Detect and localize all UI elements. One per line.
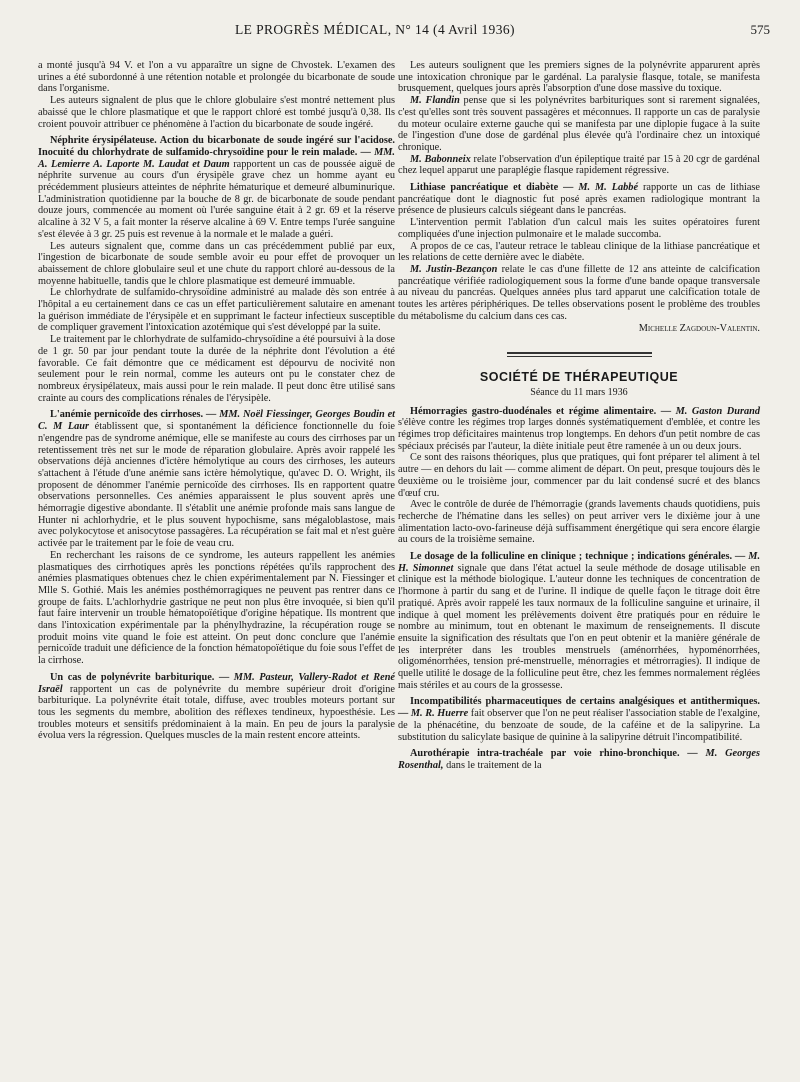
session-date: Séance du 11 mars 1936	[530, 386, 628, 398]
report-authors: — MM. Noël Fiessinger, Georges Boudin et C. M Laur	[38, 409, 396, 433]
report-authors: — MM. A. Lemierre A. Laporte M. Laudat et Daum	[38, 146, 395, 170]
section-divider	[507, 352, 652, 357]
text-paragraph: Les auteurs soulignent que les premiers signes de la polynévrite apparurent après une intoxication chronique par le gardénal. La paralysie flasque, totale, se manifesta brusquement, quelques jours après l'absorption d'une dose massive du toxique.	[398, 60, 760, 95]
report-authors: — M. M. Labbé	[563, 182, 639, 194]
page-header	[35, 20, 770, 42]
report-authors: — M. R. Huerre	[398, 708, 469, 720]
page-number: 575	[750, 22, 770, 37]
report-text: établissent que, si spontanément la déficience fonctionnelle du foie n'engendre pas de syndrome anémique, elle se manifeste au cours des cirrhoses par un retentissement très net sur le mode de réparation globulaire. Après avoir rappelé les observations déjà anciennes d'ictère hémolytique au cours des cirrhoses, les auteurs s'attachent à l'étude d'une anémie sans ictère hémolytique, qu'avec D. O. Wright, ils proposent de dénommer l'anémie pernicoïde des cirrhoses. Ils en rapportent quatre observations personnelles. Ces anémies apparaissent le plus souvent après une hémorragie digestive abondante. Il s'établit une anémie profonde mais sans langue de Hunter ni achlorhydrie, et le plus souvent hypochisme, sans mégaloblastose, mais avec polykocytose et anisocytose passagères. La récupération se fait mal et n'est guère activée par le traitement par le foie de veau cru.	[38, 421, 395, 550]
text-paragraph: Le traitement par le chlorhydrate de sulfamido-chrysoïdine a été poursuivi à la dose de 1 gr. 50 par jour pendant toute la durée de la néphrite dont l'évolution a été favorable. Ce fait démontre que ce médicament est dépourvu de nocivité non seulement pour le rein normal, comme les auteurs ont pu le constater chez de nombreux érysipélateux, mais aussi pour le rein malade. Il peut donc être utilisé sans crainte au cours des complications rénales de l'érysipèle.	[38, 334, 395, 404]
report-text: fait observer que l'on ne peut réaliser l'association stable de l'exalgine, de la phénacétine, du benzoate de soude, de la caféine et de la salipyrine. La substitution du salicylate basique de quinine à la salipyrine détruit l'incompatibilité.	[398, 708, 760, 743]
text-paragraph: A propos de ce cas, l'auteur retrace le tableau clinique de la lithiase pancréatique et les relations de cette dernière avec le diabète.	[398, 240, 760, 264]
report-paragraph	[398, 406, 760, 453]
discussant-name: M. Flandin	[410, 95, 460, 107]
discussion-text: relate l'observation d'un épileptique traité par 15 à 20 cgr de gardénal chez lequel apparut une paraplégie flasque rapidement régressive.	[398, 153, 760, 177]
discussant-name: M. Justin-Bezançon	[410, 263, 498, 275]
report-title: L'anémie pernicoïde des cirrhoses.	[50, 409, 204, 421]
report-paragraph	[398, 182, 760, 217]
right-column	[398, 60, 760, 772]
report-authors: — MM. Pasteur, Vallery-Radot et René Israël	[38, 671, 396, 695]
report-authors: — M. Georges Rosenthal,	[398, 748, 760, 771]
journal-title: LE PROGRÈS MÉDICAL, N° 14 (4 Avril 1936)	[235, 22, 515, 37]
text-paragraph: Ce sont des raisons théoriques, plus que pratiques, qui font préparer tel aliment à tel autre — en dehors du lait — comme aliment de départ. On peut, presque toujours dès le deuxième ou le troisième jour, commencer par du lait condensé sucré et des blancs d'œuf cru.	[398, 452, 761, 499]
text-paragraph: Les auteurs signalent que, comme dans un cas précédemment publié par eux, l'ingestion de bicarbonate de soude semble avoir eu pour effet de provoquer un abaissement de chlore globulaire seul et une chute du rapport chloré au-dessous de la moyenne habituelle, tandis que le chlore plasmatique est demeuré immuable.	[38, 240, 395, 287]
report-authors: — M. Gaston Durand	[660, 405, 760, 417]
report-text: s'élève contre les régimes trop larges donnés systématiquement d'emblée, et contre les régimes trop déficitaires maintenus trop longtemps. En dehors d'un petit nombre de cas spéciaux précisés par l'auteur, la diète initiale peut être ramenée à un ou deux jours.	[398, 417, 760, 452]
report-title: Néphrite érysipélateuse. Action du bicarbonate de soude ingéré sur l'acidose. Inocuité du chlorhydrate de sulfamido-chrysoïdine pour le rein malade.	[38, 135, 395, 158]
report-paragraph	[398, 551, 760, 691]
text-paragraph: Le chlorhydrate de sulfamido-chrysoïdine administré au malade dès son entrée à l'hôpital a eu certainement dans ce cas un effet particulièrement salutaire en amenant la guérison immédiate de l'érysipèle et en supprimant le facteur infectieux susceptible de compliquer gravement l'intoxication azotémique qui s'est développé par la suite.	[38, 287, 395, 334]
text-paragraph: L'intervention permit l'ablation d'un calcul mais les suites opératoires furent compliquées d'une injection pulmonaire et le malade succomba.	[398, 217, 760, 240]
discussion-paragraph	[398, 95, 760, 154]
text-paragraph: a monté jusqu'à 94 V. et l'on a vu apparaître un signe de Chvostek. L'examen des urines a été subordonné à une rétention notable et prolongée du bicarbonate de soude dans l'organisme.	[38, 60, 395, 95]
text-paragraph: Avec le contrôle de durée de l'hémorragie (grands lavements chauds quotidiens, puis recherche de l'hématine dans les selles) on peut arriver vers le dixième jour à une alimentation lacto-ovo-farineuse déjà suffisamment énergétique qui sera encore élargie au cours de la troisième semaine.	[398, 499, 760, 546]
report-text: signale que dans l'état actuel la seule méthode de dosage utilisable en clinique est la méthode biologique. L'auteur donne les techniques de concentration de l'hormone à partir du sang et de l'urine. Il indique de quelle façon le titrage doit être pratiqué. Après avoir rappelé les taux normaux de la folliculine sanguine et urinaire, il indique à quel moment les prélèvements doivent être pratiqués pour en réduire le nombre au minimum, tout en obtenant le maximum de renseignements. Il discute ensuite la signification des résultats que l'on en peut obtenir et la manière générale de les interpréter dans les troubles menstruels (aménorrhées, hypoménorrhées, oligoménorrhées, tension pré-menstruelle, ménorragies et métrorragies). Il indique de quelle utilité le dosage de la folliculine peut être, chez les femmes normalement réglées mais stériles et au cours de la grossesse.	[398, 562, 760, 691]
report-paragraph	[398, 748, 760, 771]
report-paragraph	[38, 135, 395, 240]
report-title: Le dosage de la folliculine en clinique ; technique ; indications générales.	[410, 551, 733, 563]
report-paragraph	[38, 672, 395, 742]
report-text: rapportent un cas de polynévrite du membre supérieur droit d'origine barbiturique. La polynévrite était totale, diffuse, avec troubles moteurs portant sur tous les segments du membre, abolition des réflexes tendineux, hypoesthésie. Les troubles moteurs et sensitifs prédominaient à la main. En peu de jours la paralysie évolua vers la régression. Quelques muscles de la main restent encore atteints.	[38, 683, 395, 742]
report-title: Aurothérapie intra-trachéale par voie rhino-bronchique.	[410, 748, 680, 760]
author-signature: Michelle Zagdoun-Valentin.	[638, 323, 760, 335]
report-title: Incompatibilités pharmaceutiques de certains analgésiques et antithermiques.	[410, 696, 760, 708]
discussion-paragraph	[398, 264, 760, 323]
report-paragraph	[38, 409, 395, 549]
report-title: Hémorragies gastro-duodénales et régime alimentaire.	[410, 405, 657, 417]
report-text: rapportent un cas de poussée aiguë de néphrite survenue au cours d'un érysipèle grave chez un homme ayant eu précédemment plusieurs atteintes de néphrite hématurique et demeuré albuminurique. L'administration quotidienne par la bouche de 8 gr. de bicarbonate de soude pendant douze jours, commencée au moment où l'urée sanguine était à 2 gr. 69 et la réserve alcaline à 32 V 5, a fait monter la réserve alcaline à 69 V. Entre temps l'urée sanguine s'est élevée à 3 gr. 25 puis est revenue à la normale et le malade a guéri.	[38, 158, 395, 240]
report-text: dans le traitement de la	[443, 759, 542, 771]
discussion-paragraph	[398, 154, 760, 177]
text-paragraph: En recherchant les raisons de ce syndrome, les auteurs rappellent les anémies plasmatiques des cirrhotiques après les ponctions répétées qu'ils rapprochent des anémies plasmatiques obtenues chez le chien expérimentalement par N. Fiessinger et Mlle S. Gothié. Mais les anémies posthémorragiques ne peuvent pas rentrer dans ce groupe de faits. L'achlorhydrie gastrique ne peut non plus être invoquée, si bien qu'il faut faire intervenir un trouble hématopoïétique d'origine hépatique. Ils montrent que dans l'intoxication expérimentale par la phénylhydrazine, la récupération rouge se produit moins vite quand le foie est atteint. On peut donc conclure que l'anémie pernicoïde traduit une déficience de la fonction hématopoïétique du foie sous l'effet de la cirrhose.	[38, 549, 395, 667]
report-title: Lithiase pancréatique et diabète	[410, 182, 559, 194]
discussion-text: relate le cas d'une fillette de 12 ans atteinte de calcification pancréatique vérifiée radiologiquement sous la forme d'une bande opaque transversale au niveau du pancréas. Quelques années plus tard apparut une calcification totale de toutes les artères périphériques. De telles observations posent le problème des troubles du métabolisme du calcium dans ces cas.	[398, 263, 760, 322]
discussant-name: M. Babonneix	[410, 153, 471, 165]
left-column	[38, 60, 395, 742]
society-title: SOCIÉTÉ DE THÉRAPEUTIQUE	[479, 370, 679, 385]
report-paragraph	[398, 696, 760, 743]
report-text: rapporte un cas de lithiase pancréatique dont le diagnostic fut posé après examen radiologique montrant la présence de plusieurs calculs siégeant dans le pancréas.	[398, 182, 760, 217]
discussion-text: pense que si les polynévrites barbituriques sont si rarement signalées, c'est qu'elles sont très souvent passagères et méconnues. Il rapporte un cas de paralysie du moteur oculaire externe gauche qui se manifesta par une diplopie fugace à la suite de l'ingestion d'une dose de gardénal plus élevée qu'à l'ordinaire chez un intoxiqué chronique.	[398, 95, 760, 153]
report-title: Un cas de polynévrite barbiturique.	[50, 671, 215, 683]
report-authors: — M. H. Simonnet	[398, 551, 761, 574]
text-paragraph: Les auteurs signalent de plus que le chlore globulaire s'est montré nettement plus abaissé que le chlore plasmatique et que le rapport chloré est tombé jusqu'à 0,38. Ils croient pouvoir attribuer ce phénomène à l'action du bicarbonate de soude ingéré.	[38, 95, 395, 130]
